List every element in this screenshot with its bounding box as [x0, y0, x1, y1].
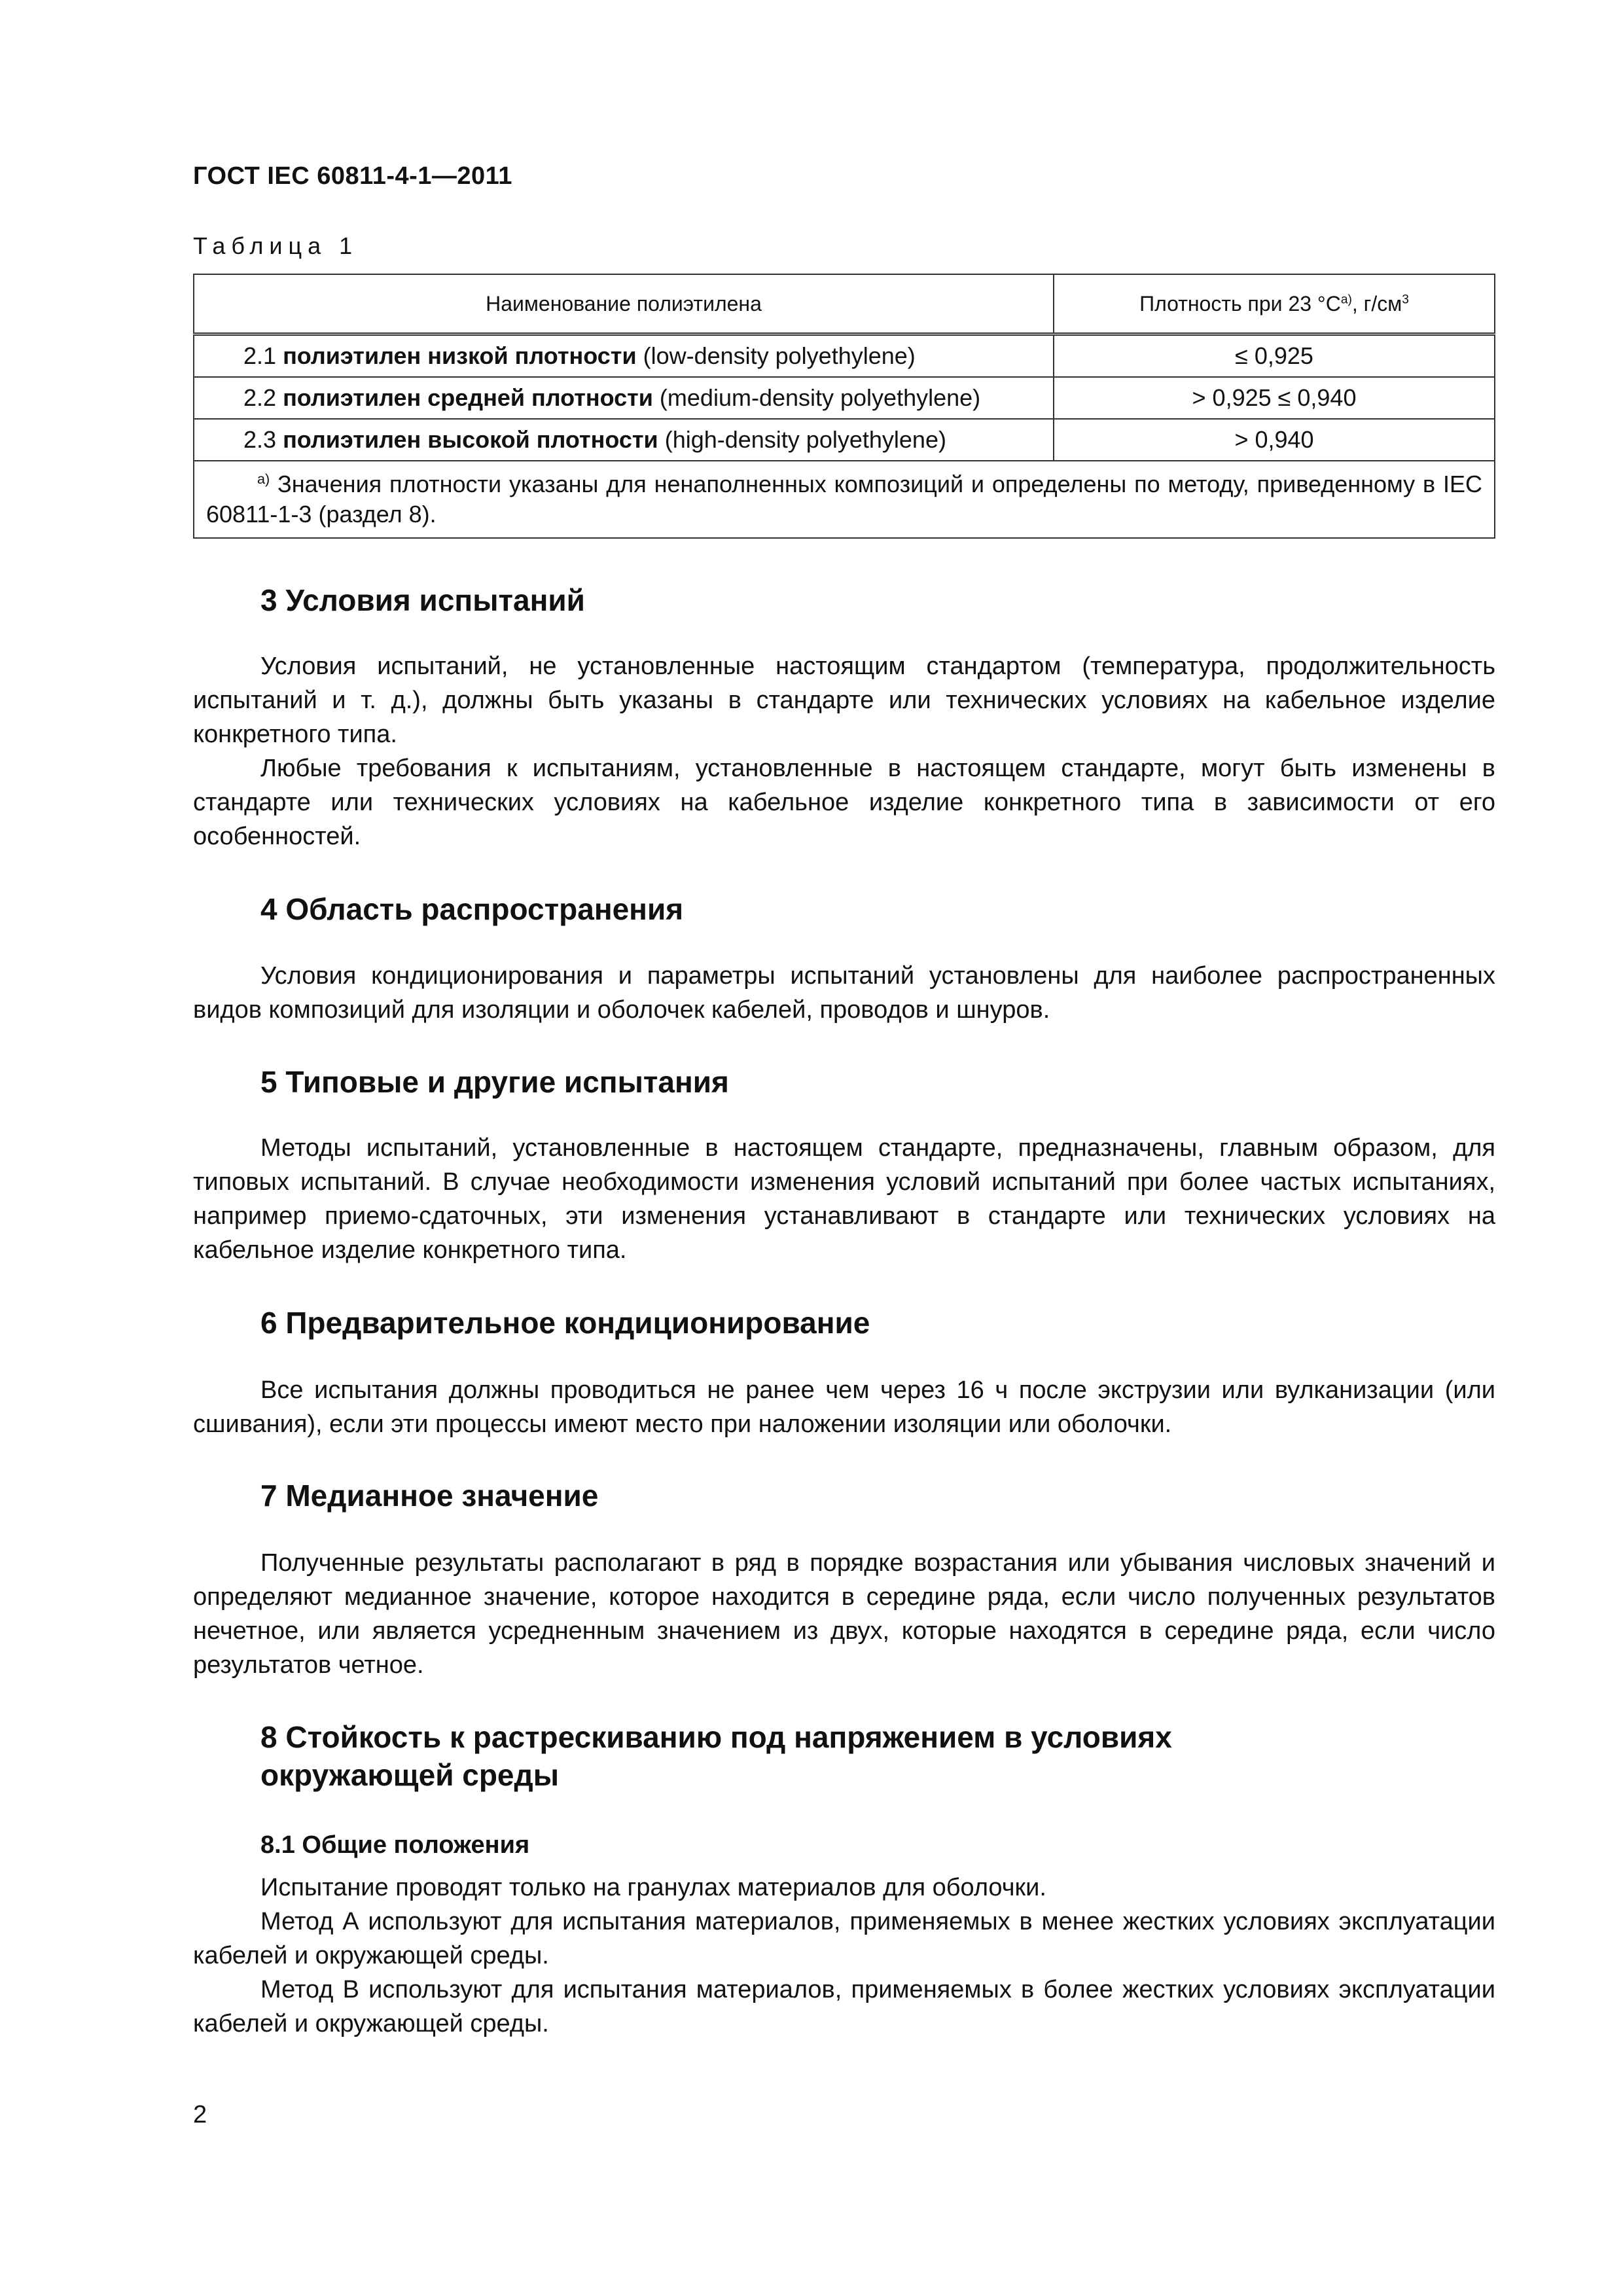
section-8-title-line-2: окружающей среды [260, 1758, 560, 1792]
table-cell-density: ≤ 0,925 [1054, 334, 1495, 378]
table-cell-name: 2.2 полиэтилен средней плотности (medium-density polyethylene) [194, 377, 1054, 419]
density-table [193, 274, 1495, 539]
table-cell-density: > 0,940 [1054, 419, 1495, 461]
table-footnote-row [194, 461, 1495, 538]
document-header: ГОСТ IEC 60811-4-1—2011 [193, 162, 512, 190]
subsection-8-1-title: 8.1 Общие положения [260, 1831, 530, 1859]
table-footnote: $^{а)}$ Значения плотности указаны для ненаполненных композиций и определены по методу, приведенному в IEC 60811-1-3 (раздел 8). [194, 461, 1495, 538]
section-8-paragraph-1: Испытание проводят только на гранулах материалов для оболочки. [260, 1874, 1046, 1901]
section-8-paragraph-3: Метод В используют для испытания материалов, применяемых в более жестких условиях эксплуатации кабелей и окружающей среды. [193, 1976, 1495, 2037]
section-6-title: 6 Предварительное кондиционирование [260, 1306, 870, 1340]
table-row [194, 334, 1495, 378]
section-4-paragraph-1: Условия кондиционирования и параметры испытаний установлены для наиболее распространенных видов композиций для изоляции и оболочек кабелей, проводов и шнуров. [193, 962, 1495, 1024]
section-3-paragraph-1: Условия испытаний, не установленные настоящим стандартом (температура, продолжительность испытаний и т. д.), должны быть указаны в стандарте или технических условиях на кабельное изделие конкретного типа. [193, 653, 1495, 748]
section-3-title: 3 Условия испытаний [260, 583, 585, 617]
table-row [194, 419, 1495, 461]
section-5-title: 5 Типовые и другие испытания [260, 1065, 729, 1099]
table-header-name: Наименование полиэтилена [194, 274, 1054, 334]
page-number: 2 [193, 2101, 207, 2128]
section-7-title: 7 Медианное значение [260, 1479, 599, 1513]
section-8-title [260, 1718, 1172, 1794]
section-5-paragraph-1: Методы испытаний, установленные в настоящем стандарте, предназначены, главным образом, для типовых испытаний. В случае необходимости изменения условий испытаний при более частых испытаниях, например приемо-сдаточных, эти изменения устанавливают в стандарте или технических условиях на кабельное изделие конкретного типа. [193, 1134, 1495, 1264]
table-header-density: Плотность при 23 $^\circ С^{а)}$, $г/см^3$ [1054, 274, 1495, 334]
section-6-paragraph-1: Все испытания должны проводиться не ранее чем через 16 ч после экструзии или вулканизации (или сшивания), если эти процессы имеют место при наложении изоляции или оболочки. [193, 1376, 1495, 1438]
table-row [194, 377, 1495, 419]
section-4-title: 4 Область распространения [260, 892, 684, 926]
table-cell-density: > 0,925 ≤ 0,940 [1054, 377, 1495, 419]
table-cell-name: 2.3 полиэтилен высокой плотности (high-density polyethylene) [194, 419, 1054, 461]
section-3-paragraph-2: Любые требования к испытаниям, установленные в настоящем стандарте, могут быть изменены в стандарте или технических условиях на кабельное изделие конкретного типа в зависимости от его особенностей. [193, 755, 1495, 850]
table-caption: Таблица 1 [193, 232, 359, 259]
section-8-title-line-1: 8 Стойкость к растрескиванию под напряжением в условиях [260, 1720, 1172, 1754]
table-cell-name: 2.1 полиэтилен низкой плотности (low-density polyethylene) [194, 334, 1054, 378]
section-8-paragraph-2: Метод А используют для испытания материалов, применяемых в менее жестких условиях эксплуатации кабелей и окружающей среды. [193, 1908, 1495, 1969]
section-7-paragraph-1: Полученные результаты располагают в ряд в порядке возрастания или убывания числовых значений и определяют медианное значение, которое находится в середине ряда, если число полученных результатов нечетное, или является усредненным значением из двух, которые находятся в середине ряда, если число результатов четное. [193, 1549, 1495, 1679]
